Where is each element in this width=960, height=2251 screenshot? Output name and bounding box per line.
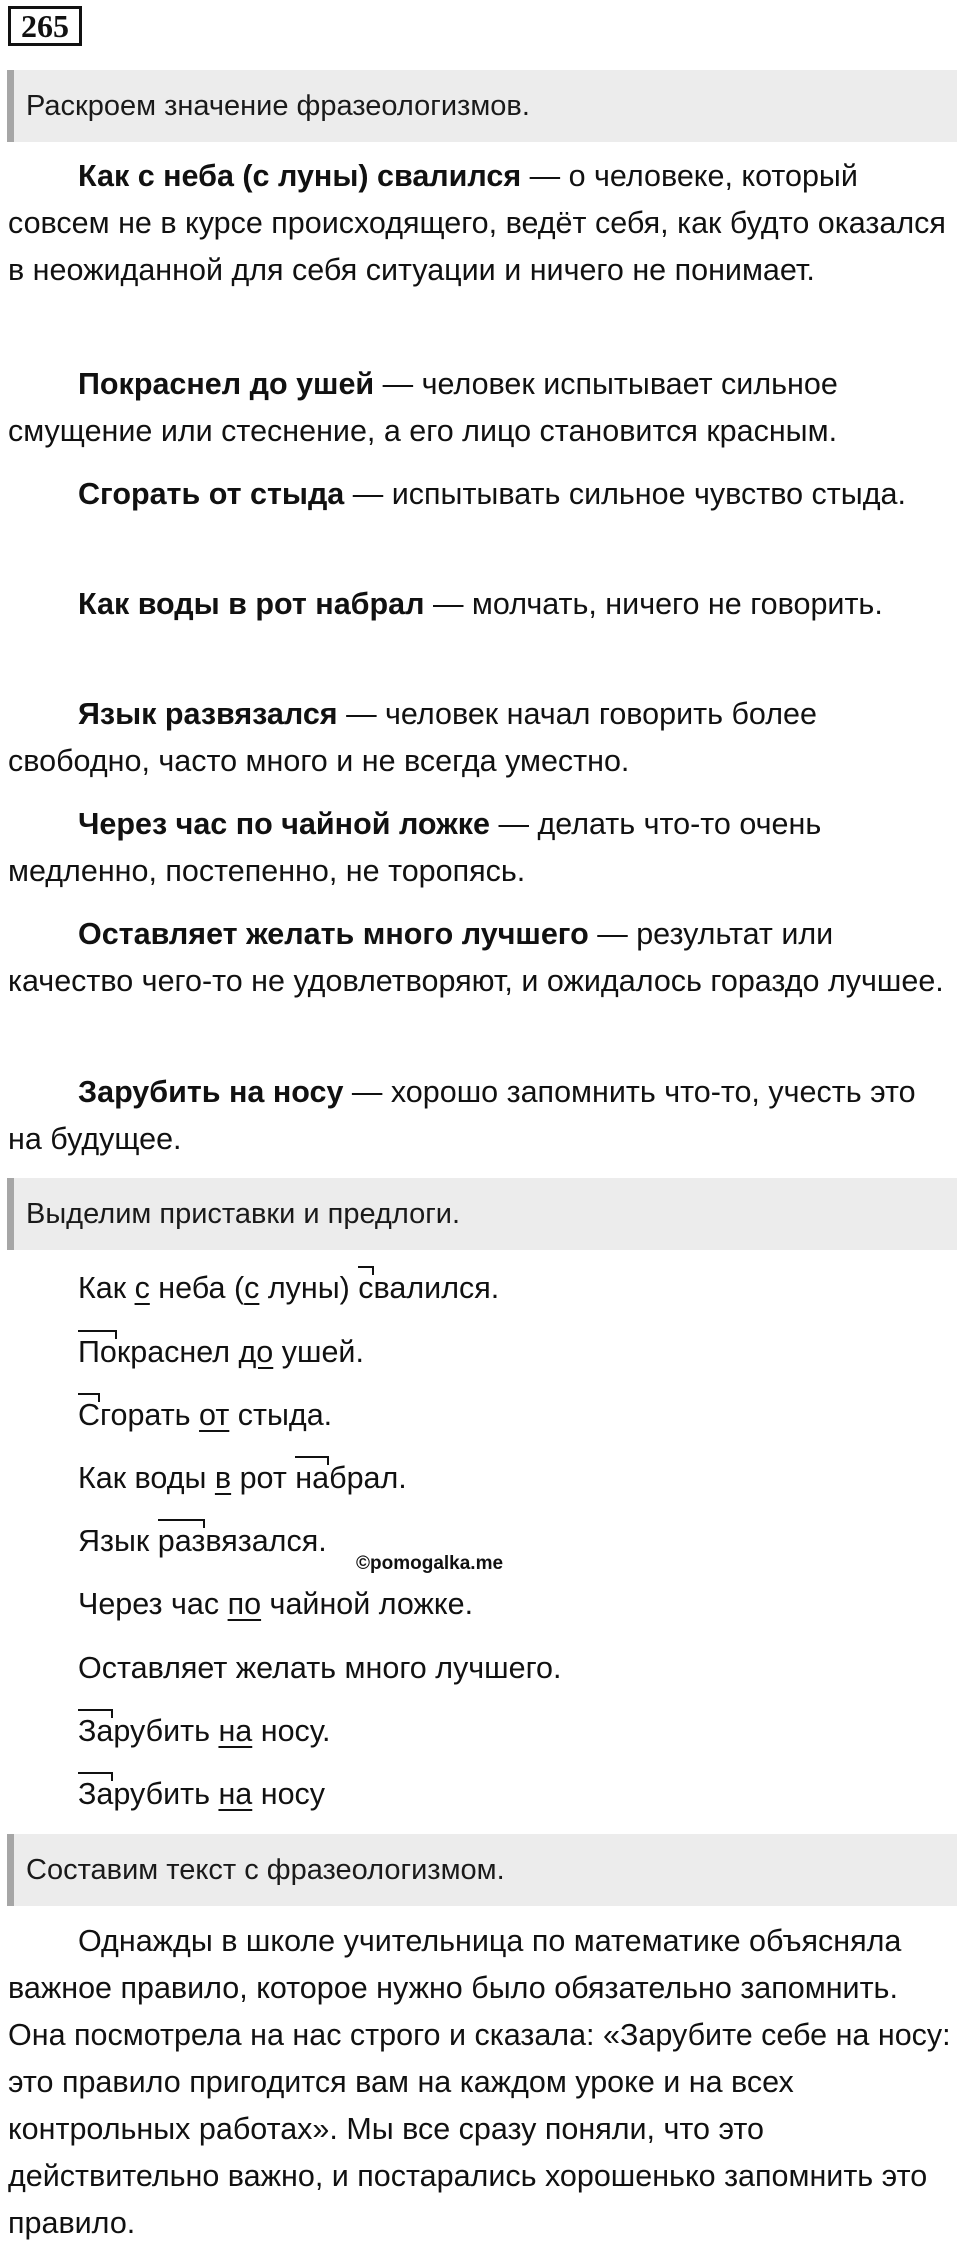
example-text: валился. [373, 1271, 500, 1305]
preposition: на [218, 1714, 253, 1748]
story-paragraph [8, 1918, 953, 2247]
example-text: Через час [78, 1587, 228, 1621]
preposition: с [244, 1271, 260, 1305]
example-text: горать [100, 1398, 200, 1432]
preposition: с [134, 1271, 150, 1305]
section-header-prefixes: Выделим приставки и предлоги. [7, 1178, 957, 1250]
example-line [78, 1395, 332, 1435]
prefix: По [78, 1332, 117, 1372]
example-text: брал. [329, 1461, 407, 1495]
example-line [78, 1332, 364, 1372]
example-text: рот [231, 1461, 296, 1495]
prefix: С [78, 1395, 100, 1435]
phrase: Через час по чайной ложке [78, 807, 491, 841]
definition: — человек начал говорить более свободно, часто много и не всегда уместно. [8, 697, 817, 778]
preposition: от [199, 1398, 230, 1432]
example-text: рубить [113, 1714, 219, 1748]
example-line [78, 1458, 407, 1498]
meaning-item [8, 801, 953, 895]
phrase: Сгорать от стыда [78, 477, 345, 511]
example-line [78, 1584, 473, 1624]
example-text: вязался. [205, 1524, 327, 1558]
meaning-item [8, 581, 953, 628]
definition: — молчать, ничего не говорить. [424, 587, 883, 621]
meaning-item [8, 1069, 953, 1163]
definition: — испытывать сильное чувство стыда. [344, 477, 906, 511]
example-text: рубить [113, 1777, 219, 1811]
watermark: ©pomogalka.me [356, 1553, 504, 1574]
example-text: Как [78, 1271, 135, 1305]
section-header-meanings: Раскроем значение фразеологизмов. [7, 70, 957, 142]
phrase: Зарубить на носу [78, 1075, 344, 1109]
meaning-item [8, 691, 953, 785]
example-text: краснел [116, 1335, 239, 1369]
example-text: носу [252, 1777, 326, 1811]
phrase: Как с неба (с луны) свалился [78, 159, 522, 193]
phrase: Как воды в рот набрал [78, 587, 425, 621]
story-text: Однажды в школе учительница по математике объясняла важное правило, которое нужно было обязательно запомнить. Она посмотрела на нас строго и сказала: «Зарубите себе на носу: это правило пригодится вам на каждом уроке и на всех контрольных работах». Мы все сразу поняли, что это действительно важно, и постарались хорошенько запомнить это правило. [8, 1924, 951, 2240]
example-text: Оставляет желать много лучшего. [78, 1651, 562, 1685]
example-text: луны) [259, 1271, 359, 1305]
example-text: ушей. [273, 1335, 364, 1369]
prefix: раз [158, 1521, 206, 1561]
definition: — о человеке, который совсем не в курсе происходящего, ведёт себя, как будто оказался в неожиданной для себя ситуации и ничего не понимает. [8, 159, 946, 287]
phrase: Язык развязался [78, 697, 338, 731]
definition: — результат или качество чего-то не удовлетворяют, и ожидалось гораздо лучшее. [8, 917, 944, 998]
meaning-item [8, 911, 953, 1005]
preposition: на [218, 1777, 253, 1811]
meaning-item [8, 471, 953, 518]
task-number: 265 [8, 6, 82, 46]
example-line [78, 1521, 327, 1561]
preposition: до [238, 1335, 274, 1369]
example-text: Язык [78, 1524, 158, 1558]
prefix: на [295, 1458, 329, 1498]
phrase: Покраснел до ушей [78, 367, 375, 401]
example-text: стыда. [229, 1398, 333, 1432]
example-line [78, 1711, 330, 1751]
section-header-story: Составим текст с фразеологизмом. [7, 1834, 957, 1906]
prefix: За [78, 1774, 113, 1814]
definition: — хорошо запомнить что-то, учесть это на будущее. [8, 1075, 916, 1156]
prefix: с [358, 1268, 373, 1308]
example-text: неба ( [149, 1271, 245, 1305]
definition: — делать что-то очень медленно, постепенно, не торопясь. [8, 807, 822, 888]
example-line [78, 1774, 325, 1814]
preposition: по [227, 1587, 262, 1621]
example-text: чайной ложке. [261, 1587, 474, 1621]
definition: — человек испытывает сильное смущение или стеснение, а его лицо становится красным. [8, 367, 838, 448]
meaning-item [8, 153, 953, 294]
example-line [78, 1268, 499, 1308]
preposition: в [214, 1461, 232, 1495]
example-text: Как воды [78, 1461, 215, 1495]
prefix: За [78, 1711, 113, 1751]
meaning-item [8, 361, 953, 455]
example-line [78, 1648, 561, 1688]
phrase: Оставляет желать много лучшего [78, 917, 589, 951]
example-text: носу. [252, 1714, 331, 1748]
